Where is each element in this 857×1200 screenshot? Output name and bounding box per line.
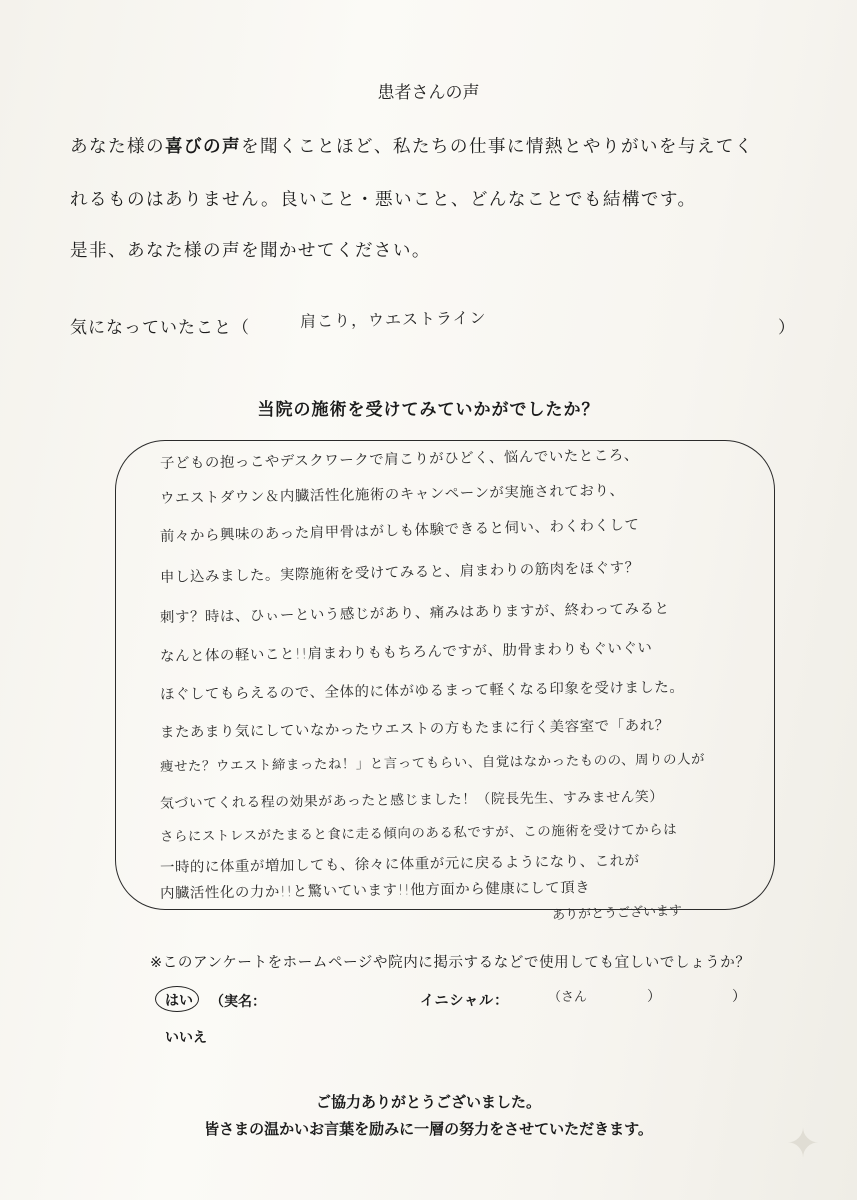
review-line: 気づいてくれる程の効果があったと感じました！（院長先生、すみません笑） xyxy=(159,788,664,812)
intro-text: を聞くことほど、私たちの仕事に情熱とやりがいを与えてく xyxy=(240,137,754,157)
review-line: ほぐしてもらえるので、全体的に体がゆるまって軽くなる印象を受けました。 xyxy=(159,679,685,703)
review-line: 申し込みました。実際施術を受けてみると、肩まわりの筋肉をほぐす？ xyxy=(159,559,640,586)
review-line: 痩せた？ウエスト締まったね！」と言ってもらい、自覚はなかったものの、周りの人が xyxy=(159,752,706,775)
thanks-note: ありがとうございます xyxy=(551,903,683,924)
intro-line-1 xyxy=(70,133,754,158)
concern-close-paren: ） xyxy=(778,318,795,338)
sparkle-icon: ✦ xyxy=(786,1121,820,1167)
intro-emphasis: 喜びの声 xyxy=(164,137,241,157)
review-line: なんと体の軽いこと!!肩まわりももちろんですが、肋骨まわりもぐいぐい xyxy=(159,640,653,665)
concern-value: 肩こり，ウエストライン xyxy=(299,308,487,331)
review-line: ウエストダウン＆内臓活性化施術のキャンペーンが実施されており、 xyxy=(159,482,625,507)
intro-line-2: れるものはありません。良いこと・悪いこと、どんなことでも結構です。 xyxy=(70,190,697,210)
initial-close-paren: ） xyxy=(647,989,661,1005)
yes-label: はい xyxy=(165,993,193,1009)
review-line: 刺す？時は、ひぃーという感じがあり、痛みはありますが、終わってみると xyxy=(159,601,670,626)
footer-message: 皆さまの温かいお言葉を励みに一層の努力をさせていただきます。 xyxy=(204,1120,653,1138)
no-option[interactable]: いいえ xyxy=(165,1030,207,1046)
page-title: 患者さんの声 xyxy=(377,83,480,103)
survey-close-paren: ） xyxy=(732,989,746,1005)
review-line: 内臓活性化の力か!!と驚いています!!他方面から健康にして頂き xyxy=(159,879,591,902)
initial-label: イニシャル： xyxy=(420,993,510,1009)
initial-value: （さん xyxy=(548,990,588,1005)
question-heading: 当院の施術を受けてみていかがでしたか？ xyxy=(257,400,600,420)
review-line: またあまり気にしていなかったウエストの方もたまに行く美容室で「あれ？ xyxy=(159,717,670,741)
survey-question: ※このアンケートをホームページや院内に掲示するなどで使用しても宜しいでしょうか？ xyxy=(150,955,751,971)
intro-text: あなた様の xyxy=(70,137,165,157)
realname-label: （実名： xyxy=(210,994,266,1010)
review-line: 子どもの抱っこやデスクワークで肩こりがひどく、悩んでいたところ、 xyxy=(159,447,639,472)
concern-label: 気になっていたこと（ xyxy=(70,318,250,338)
review-line: さらにストレスがたまると食に走る傾向のある私ですが、この施術を受けてからは xyxy=(159,822,678,845)
review-line: 一時的に体重が増加しても、徐々に体重が元に戻るようになり、これが xyxy=(159,853,640,876)
footer-thanks: ご協力ありがとうございました。 xyxy=(315,1093,541,1111)
review-line: 前々から興味のあった肩甲骨はがしも体験できると伺い、わくわくして xyxy=(159,517,640,545)
intro-line-3: 是非、あなた様の声を聞かせてください。 xyxy=(70,241,431,261)
